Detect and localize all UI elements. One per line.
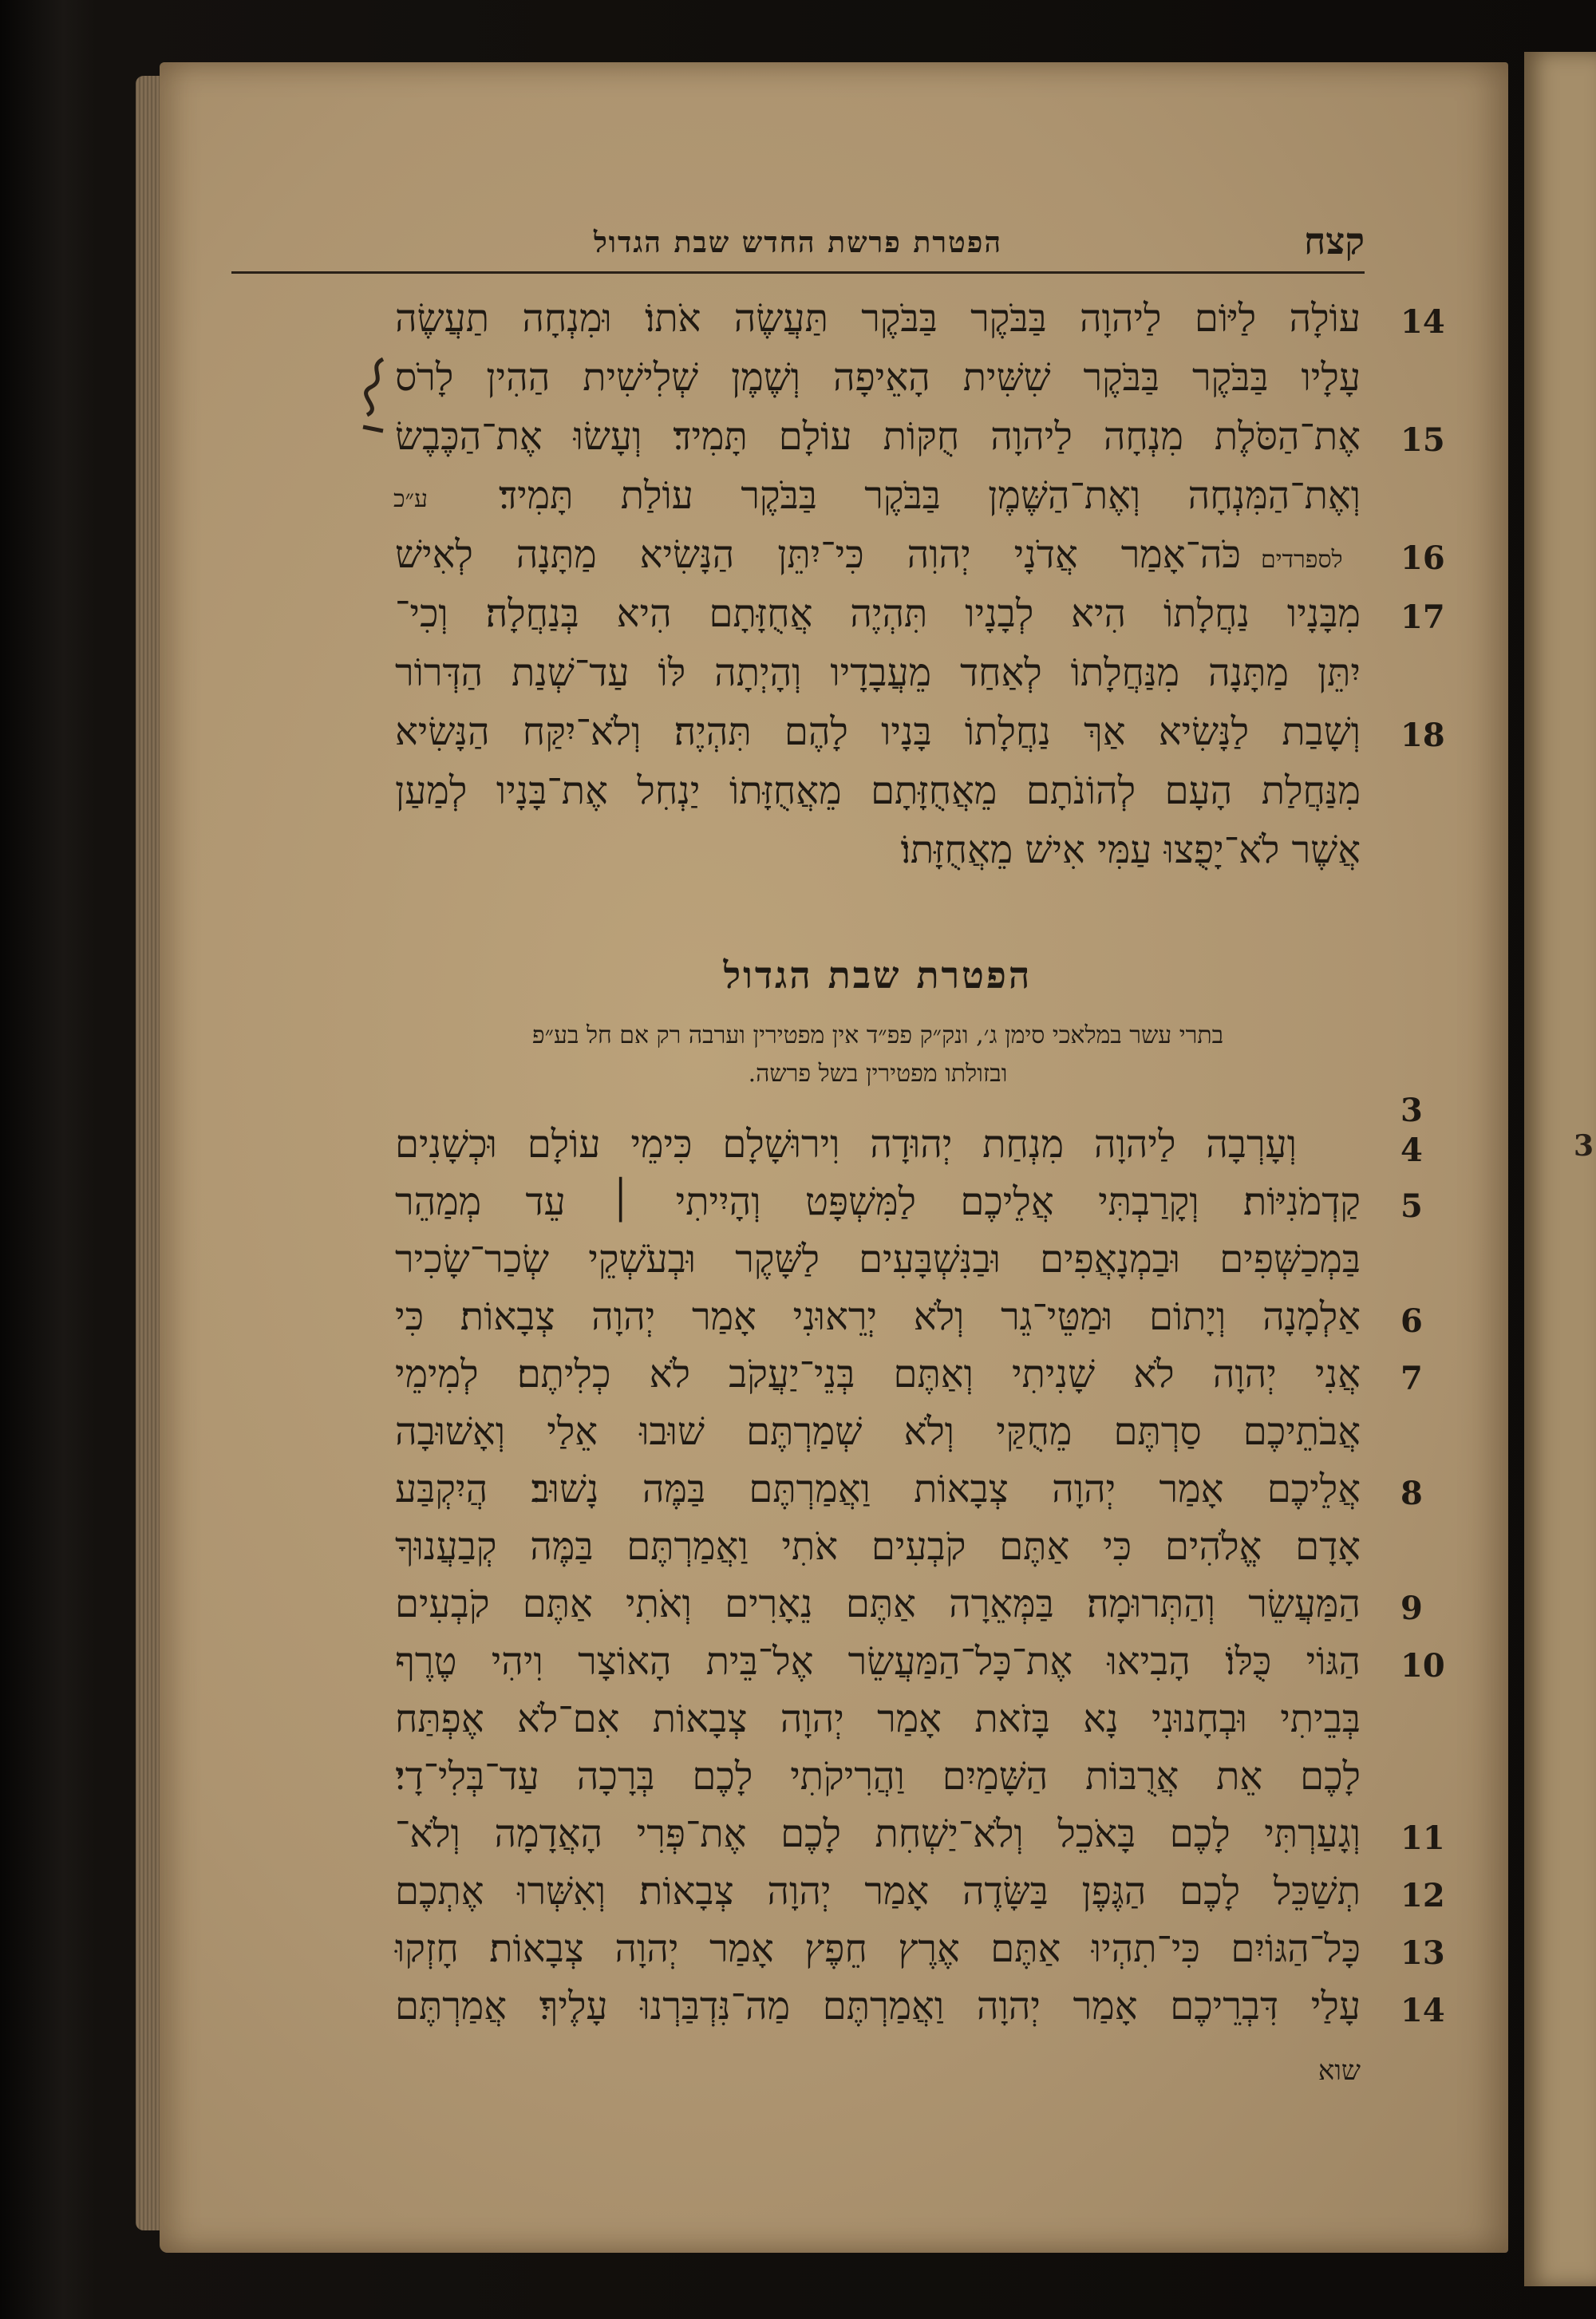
side-note-sfardim: לספרדים bbox=[1261, 546, 1343, 574]
text-line: עוֹלָה לַיּוֹם לַיהוָה בַּבֹּקֶר בַּבֹּקֶר תַּעֲשֶׂה אֹתוֹ׃ וּמִנְחָה תַעֲשֶׂה bbox=[395, 296, 1361, 341]
verse-number: 8 bbox=[1400, 1475, 1423, 1512]
facing-page-chapter-number: 3 bbox=[1574, 1129, 1594, 1163]
text-line: עָלָיו בַּבֹּקֶר בַּבֹּקֶר שִׁשִּׁית הָאֵיפָה וְשֶׁמֶן שְׁלִישִׁית הַהִין לָרֹס bbox=[395, 355, 1361, 400]
text-line: בְּבֵיתִי וּבְחָנוּנִי נָא בָּזֹאת אָמַר יְהוָה צְבָאוֹת אִם־לֹא אֶפְתַּח bbox=[395, 1697, 1361, 1741]
text-line: אֲבֹתֵיכֶם סַרְתֶּם מֵחֻקַּי וְלֹא שְׁמַרְתֶּם שׁוּבוּ אֵלַי וְאָשׁוּבָה bbox=[395, 1409, 1361, 1454]
verse-number: 13 bbox=[1400, 1934, 1445, 1972]
verse-number: 16 bbox=[1400, 539, 1445, 577]
header-rule bbox=[231, 271, 1365, 274]
section-note: ובזולתו מפטירין בשל פרשה. bbox=[748, 1060, 1008, 1088]
text-line: אֲשֶׁר לֹא־יָפֻצוּ עַמִּי אִישׁ מֵאֲחֻזָּתוֹ׃ bbox=[900, 828, 1361, 872]
text-line: אֶת־הַסֹּלֶת מִנְחָה לַיהוָה חֻקּוֹת עוֹלָם תָּמִיד׃ וְעָשׂוּ אֶת־הַכֶּבֶשׂ bbox=[395, 414, 1361, 459]
text-line: עָלַי דִּבְרֵיכֶם אָמַר יְהוָה וַאֲמַרְתֶּם מַה־נִּדְבַּרְנוּ עָלֶיךָ׃ אֲמַרְתֶּם bbox=[395, 1984, 1361, 2029]
running-header bbox=[231, 211, 1365, 275]
text-line: אֲנִי יְהוָה לֹא שָׁנִיתִי וְאַתֶּם בְּנֵי־יַעֲקֹב לֹא כְלִיתֶם׃ לְמִימֵי bbox=[395, 1352, 1361, 1397]
verse-number: 11 bbox=[1400, 1819, 1445, 1857]
text-line: תְשַׁכֵּל לָכֶם הַגֶּפֶן בַּשָּׂדֶה אָמַר יְהוָה צְבָאוֹת׃ וְאִשְּׁרוּ אֶתְכֶם bbox=[395, 1869, 1361, 1914]
verse-number: 6 bbox=[1400, 1302, 1423, 1340]
text-line: אָדָם אֱלֹהִים כִּי אַתֶּם קֹבְעִים אֹתִי וַאֲמַרְתֶּם בַּמֶּה קְבַעֲנוּךָ bbox=[395, 1524, 1361, 1569]
section-title: הפטרת שבת הגדול bbox=[723, 954, 1033, 997]
verse-number: 10 bbox=[1400, 1647, 1445, 1685]
text-line: כֹּה־אָמַר אֲדֹנָי יְהוִה כִּי־יִתֵּן הַנָּשִׂיא מַתָּנָה לְאִישׁ bbox=[395, 532, 1241, 577]
verse-number: 5 bbox=[1400, 1187, 1423, 1225]
verse-number: 14 bbox=[1400, 1992, 1445, 2029]
text-line: מִנַּחֲלַת הָעָם לְהוֹנֹתָם מֵאֲחֻזָּתָם מֵאֲחֻזָּתוֹ יַנְחִל אֶת־בָּנָיו לְמַעַן bbox=[395, 768, 1361, 813]
verse-number: 18 bbox=[1400, 717, 1445, 754]
text-line: אֲלֵיכֶם אָמַר יְהוָה צְבָאוֹת וַאֲמַרְתֶּם בַּמֶּה נָשׁוּב׃ הֲיִקְבַּע bbox=[395, 1467, 1361, 1511]
chapter-number: 3 bbox=[1400, 1092, 1423, 1129]
text-line: כָּל־הַגּוֹיִם כִּי־תִהְיוּ אַתֶּם אֶרֶץ חֵפֶץ אָמַר יְהוָה צְבָאוֹת׃ חָזְקוּ bbox=[395, 1926, 1361, 1971]
side-note-end: ע״כ bbox=[393, 485, 429, 513]
verse-number: 9 bbox=[1400, 1590, 1423, 1627]
text-line: הַמַּעֲשֵׂר וְהַתְּרוּמָה׃ בַּמְּאֵרָה אַתֶּם נֵאָרִים וְאֹתִי אַתֶּם קֹבְעִים bbox=[395, 1582, 1361, 1626]
text-line: וְגָעַרְתִּי לָכֶם בָּאֹכֵל וְלֹא־יַשְׁחִת לָכֶם אֶת־פְּרִי הָאֲדָמָה וְלֹא־ bbox=[395, 1811, 1361, 1856]
text-line: קַדְמֹנִיּוֹת׃ וְקָרַבְתִּי אֲלֵיכֶם לַמִּשְׁפָּט וְהָיִיתִי ׀ עֵד מְמַהֵר bbox=[395, 1179, 1361, 1224]
catchword: שוא bbox=[1317, 2055, 1361, 2087]
text-line: יִתֵּן מַתָּנָה מִנַּחֲלָתוֹ לְאַחַד מֵעֲבָדָיו וְהָיְתָה לּוֹ עַד־שְׁנַת הַדְּרוֹר bbox=[395, 650, 1361, 695]
verse-number: 7 bbox=[1400, 1360, 1423, 1397]
section-note: בתרי עשר במלאכי סימן ג׳, ונק״ק פפ״ד אין מפטירין וערבה רק אם חל בע״פ bbox=[531, 1021, 1224, 1049]
text-line: אַלְמָנָה וְיָתוֹם וּמַטֵּי־גֵר וְלֹא יְרֵאוּנִי אָמַר יְהוָה צְבָאוֹת׃ כִּי bbox=[395, 1294, 1361, 1339]
text-line: וְשָׁבַת לַנָּשִׂיא אַךְ נַחֲלָתוֹ בָּנָיו לָהֶם תִּהְיֶה׃ וְלֹא־יִקַּח הַנָּשִׂיא bbox=[395, 709, 1361, 754]
text-line: בַּמְכַשְּׁפִים וּבַמְנָאֲפִים וּבַנִּשְׁבָּעִים לַשָּׁקֶר וּבְעֹשְׁקֵי שְׂכַר־שָׂכִיר bbox=[395, 1237, 1361, 1282]
folio-number: קצח bbox=[1304, 219, 1365, 263]
verse-number: 12 bbox=[1400, 1877, 1445, 1914]
verse-number: 4 bbox=[1400, 1132, 1423, 1169]
verse-number: 14 bbox=[1400, 303, 1445, 341]
text-line: הַגּוֹי כֻּלּוֹ׃ הָבִיאוּ אֶת־כָּל־הַמַּעֲשֵׂר אֶל־בֵּית הָאוֹצָר וִיהִי טֶרֶף bbox=[395, 1639, 1361, 1684]
text-line: וְעָרְבָה לַיהוָה מִנְחַת יְהוּדָה וִירוּשָׁלָם כִּימֵי עוֹלָם וּכְשָׁנִים bbox=[395, 1122, 1297, 1167]
text-line: לָכֶם אֵת אֲרֻבּוֹת הַשָּׁמַיִם וַהֲרִיקֹתִי לָכֶם בְּרָכָה עַד־בְּלִי־דָי׃ bbox=[395, 1754, 1361, 1799]
verse-number: 17 bbox=[1400, 599, 1445, 636]
running-title: הפטרת פרשת החדש שבת הגדול bbox=[593, 226, 1003, 259]
text-line: וְאֶת־הַמִּנְחָה וְאֶת־הַשֶּׁמֶן בַּבֹּקֶר בַּבֹּקֶר עוֹלַת תָּמִיד׃ bbox=[499, 473, 1361, 518]
text-line: מִבָּנָיו נַחֲלָתוֹ הִיא לְבָנָיו תִּהְיֶה אֲחֻזָּתָם הִיא בְּנַחֲלָה׃ וְכִי־ bbox=[395, 591, 1361, 636]
verse-number: 15 bbox=[1400, 421, 1445, 459]
handwritten-mark-icon bbox=[351, 351, 395, 439]
